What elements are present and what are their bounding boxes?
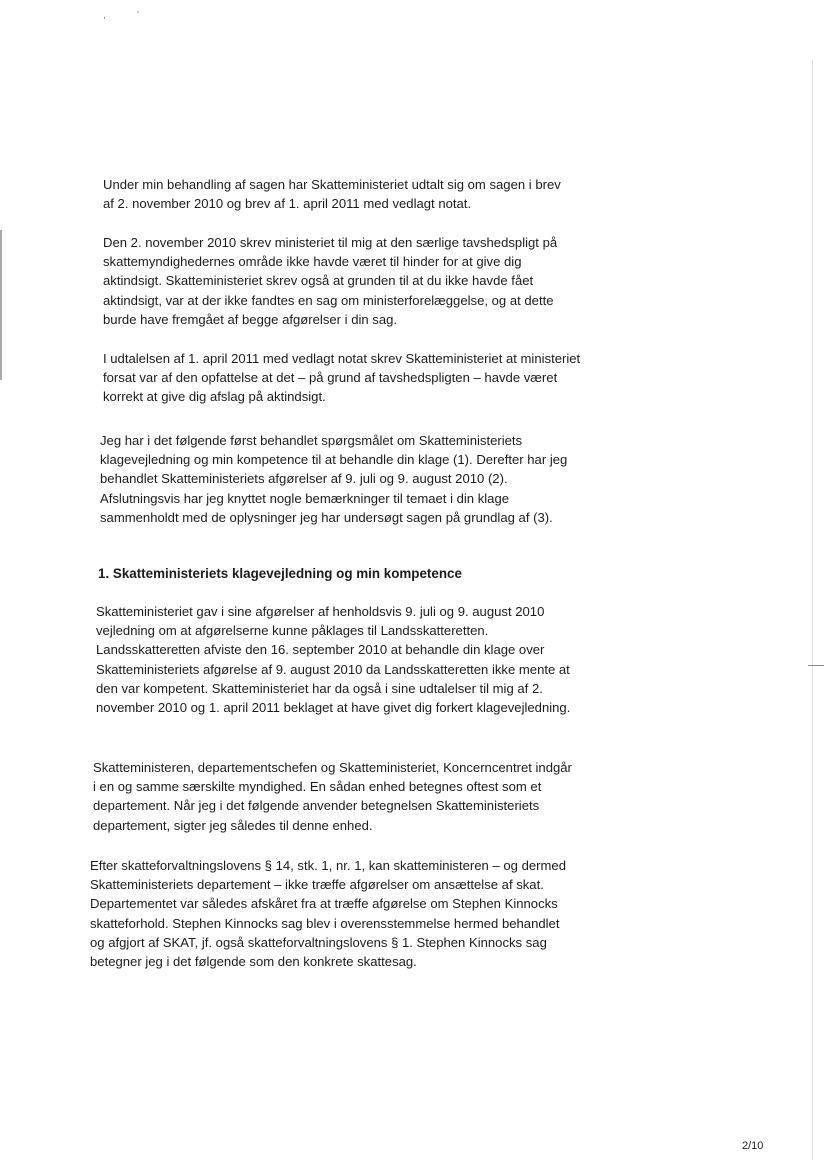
- scan-edge-right: [812, 60, 813, 1160]
- scan-speck: ,: [103, 10, 106, 21]
- paragraph-3: I udtalelsen af 1. april 2011 med vedlagt notat skrev Skatteministeriet at ministeriet forsat var af den opfattelse at det – på grund af tavshedspligten – havde været korrekt at give dig afslag på aktindsigt.: [103, 351, 581, 405]
- paragraph-1: Under min behandling af sagen har Skatteministeriet udtalt sig om sagen i brev af 2. november 2010 og brev af 1. april 2011 med vedlagt notat.: [103, 177, 561, 212]
- section-heading: 1. Skatteministeriets klagevejledning og min kompetence: [98, 566, 462, 581]
- scan-edge-left: [0, 230, 2, 380]
- page-number: 2/10: [742, 1140, 764, 1152]
- paragraph-6: Skatteministeren, departementschefen og Skatteministeriet, Koncerncentret indgår i en og samme særskilte myndighed. En sådan enhed betegnes oftest som et departement. Når jeg i det følgende anvender betegnelsen Skatteministeriets departement, sigter jeg således til denne enhed.: [93, 760, 572, 833]
- scan-tick-right: [808, 665, 824, 666]
- paragraph-4: Jeg har i det følgende først behandlet spørgsmålet om Skatteministeriets klagevejledning og min kompetence til at behandle din klage (1). Derefter har jeg behandlet Skatteministeriets afgørelser af 9. juli og 9. august 2010 (2). Afslutningsvis har jeg knyttet nogle bemærkninger til temaet i din klage sammenholdt med de oplysninger jeg har undersøgt sagen på grundlag af (3).: [100, 433, 568, 525]
- scan-speck: ': [137, 10, 139, 21]
- paragraph-7: Efter skatteforvaltningslovens § 14, stk. 1, nr. 1, kan skatteministeren – og dermed Skatteministeriets departement – ikke træffe afgørelser om ansættelse af skat. Departementet var således afskåret fra at træffe afgørelse om Stephen Kinnocks skatteforhold. Stephen Kinnocks sag blev i overensstemmelse hermed behandlet og afgjort af SKAT, jf. også skatteforvaltningslovens § 1. Stephen Kinnocks sag betegner jeg i det følgende som den konkrete skattesag.: [90, 858, 566, 970]
- paragraph-2: Den 2. november 2010 skrev ministeriet til mig at den særlige tavshedspligt på skattemyndighedernes område ikke havde været til hinder for at give dig aktindsigt. Skatteministeriet skrev også at grunden til at du ikke havde fået aktindsigt, var at der ikke fandtes en sag om ministerforelæggelse, og at dette burde have fremgået af begge afgørelser i din sag.: [103, 235, 558, 327]
- paragraph-5: Skatteministeriet gav i sine afgørelser af henholdsvis 9. juli og 9. august 2010 vejledning om at afgørelserne kunne påklages til Landsskatteretten. Landsskatteretten afviste den 16. september 2010 at behandle din klage over Skatteministeriets afgørelse af 9. august 2010 da Landsskatteretten ikke mente at den var kompetent. Skatteministeriet har da også i sine udtalelser til mig af 2. november 2010 og 1. april 2011 beklaget at have givet dig forkert klagevejledning.: [96, 604, 571, 716]
